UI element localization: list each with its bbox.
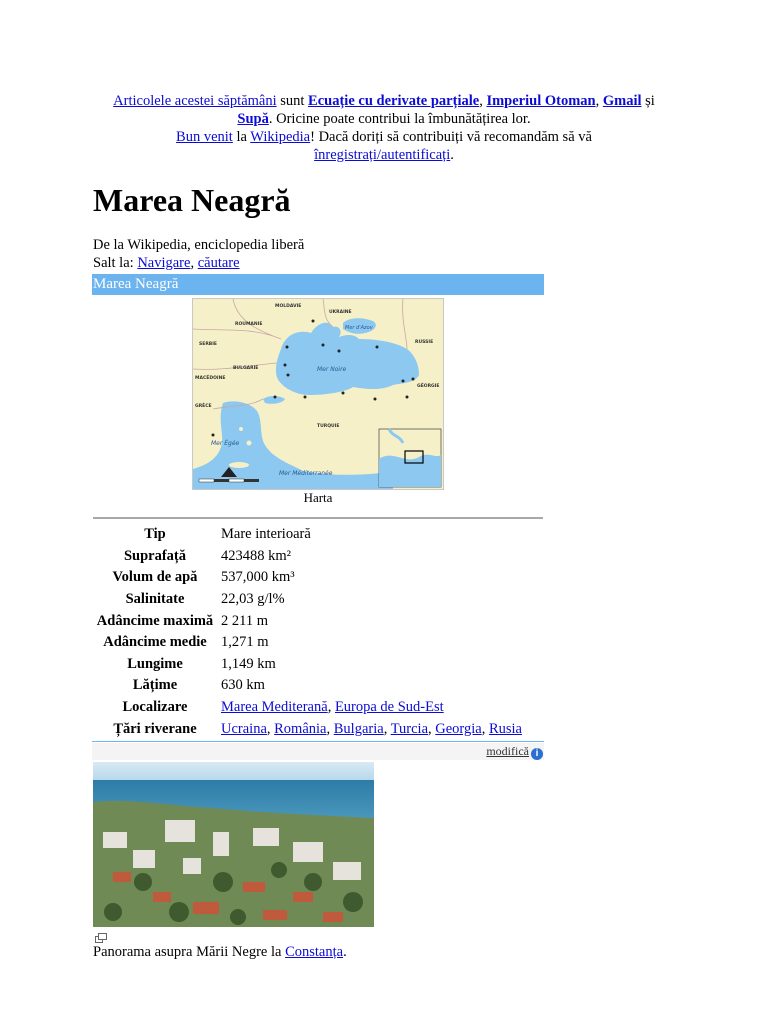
map-label-serbie: SERBIE [199,342,217,347]
infobox-row-tari-riverane [92,718,522,740]
jump-comma: , [190,255,198,271]
infobox-row [92,524,522,546]
location-separator: , [327,699,335,716]
notice-text: sunt [276,93,309,109]
infobox-key: Tip [144,526,166,543]
infobox-value: Mare interioară [221,526,311,543]
infobox-row [92,632,522,654]
search-link[interactable]: căutare [197,255,240,271]
infobox-value [221,697,522,719]
featured-articles-link[interactable]: Articolele acestei săptămâni [113,93,277,109]
infobox-key: Țări riverane [113,720,197,737]
map-label-ukraine: UKRAINE [329,310,352,315]
notice-text: și [641,93,655,109]
infobox-title: Marea Neagră [92,274,544,295]
infobox-value: 630 km [221,677,265,694]
infobox-key: Suprafață [123,547,187,564]
country-link[interactable]: Rusia [488,720,522,737]
enlarge-icon[interactable] [95,933,107,943]
country-separator: , [481,720,489,737]
notice-comma: , [595,93,603,109]
infobox-row [92,589,522,611]
infobox-key: Localizare [122,699,188,716]
black-sea-map[interactable] [192,298,444,490]
country-separator: , [383,720,391,737]
infobox-row [92,654,522,676]
infobox-row [92,567,522,589]
navigation-link[interactable]: Navigare [137,255,191,271]
notice-comma: , [479,93,487,109]
map-label-med: Mer Méditerranée [279,470,333,477]
map-label-roumanie: ROUMANIE [235,322,263,327]
country-link[interactable]: Georgia [435,720,482,737]
infobox-value [221,718,522,740]
infobox-value: 423488 km² [221,547,292,564]
map-image [193,299,443,489]
infobox-row [92,675,522,697]
infobox-key: Lățime [132,677,178,694]
featured-article-link[interactable]: Imperiul Otoman [486,93,596,109]
country-separator: , [326,720,334,737]
infobox-key: Adâncime maximă [96,612,214,629]
info-icon[interactable]: i [531,748,543,760]
location-link[interactable]: Europa de Sud-Est [334,699,444,716]
map-caption: Harta [303,490,333,505]
photo-caption [93,944,347,961]
page-subtitle-block [93,236,304,272]
country-link[interactable]: Ucraina [221,720,267,737]
country-separator: , [428,720,436,737]
featured-article-link[interactable]: Ecuație cu derivate parțiale [308,93,480,109]
infobox-value: 22,03 g/l% [221,591,285,608]
wikipedia-link[interactable]: Wikipedia [250,129,311,145]
page-subtitle: De la Wikipedia, enciclopedia liberă [93,237,305,253]
country-separator: , [266,720,275,737]
map-label-turquie: TURQUIE [317,424,340,429]
notice-text: . [450,147,454,163]
infobox-edit-row [92,743,544,760]
edit-infobox-link[interactable]: modifică [486,744,529,758]
notice-text: ! Dacă doriți să contribuiți vă recomandăm să vă [310,129,592,145]
infobox-value: 1,271 m [221,634,269,651]
infobox-row-localizare [92,697,522,719]
login-link[interactable]: înregistrați/autentificați [314,147,451,163]
featured-article-link[interactable]: Gmail [602,93,642,109]
infobox-key: Salinitate [125,591,185,608]
country-link[interactable]: Turcia [390,720,429,737]
photo-caption-text: Panorama asupra Mării Negre la [93,944,286,960]
notice-text: la [232,129,251,145]
infobox-separator [93,517,543,519]
map-label-bulgarie: BULGARIE [233,366,259,371]
infobox-value: 2 211 m [221,612,268,629]
location-link[interactable]: Marea Mediterană [221,699,328,716]
jump-links [93,254,304,272]
infobox-bottom-line [92,741,544,742]
infobox-table [92,524,522,740]
notice-text: . Oricine poate contribui la îmbunătățirea lor. [268,111,531,127]
map-label-macedoine: MACÉDOINE [195,376,226,381]
infobox-key: Lungime [127,655,183,672]
map-label-moldavie: MOLDAVIE [275,304,302,309]
page-title: Marea Neagră [93,182,291,218]
welcome-link[interactable]: Bun venit [176,129,233,145]
country-link[interactable]: Bulgaria [333,720,384,737]
map-label-sea: Mer Noire [317,366,347,373]
constanta-panorama-photo[interactable] [93,762,374,927]
site-notice [60,92,708,164]
jump-prefix: Salt la: [93,255,138,271]
infobox-value: 537,000 km³ [221,569,295,586]
map-label-azov: Mer d'Azov [345,325,373,331]
infobox-row [92,610,522,632]
infobox-key: Volum de apă [112,569,198,586]
infobox-row [92,546,522,568]
map-label-georgie: GÉORGIE [417,384,440,389]
map-label-russie: RUSSIE [415,340,434,345]
featured-article-link[interactable]: Supă [237,111,269,127]
constanta-link[interactable]: Constanța [285,944,344,960]
map-label-grece: GRÈCE [195,404,212,409]
infobox-value: 1,149 km [221,655,276,672]
photo-caption-suffix: . [343,944,347,960]
infobox-key: Adâncime medie [103,634,207,651]
country-link[interactable]: România [274,720,327,737]
photo-image [93,762,374,927]
map-label-egee: Mer Égée [211,440,240,447]
